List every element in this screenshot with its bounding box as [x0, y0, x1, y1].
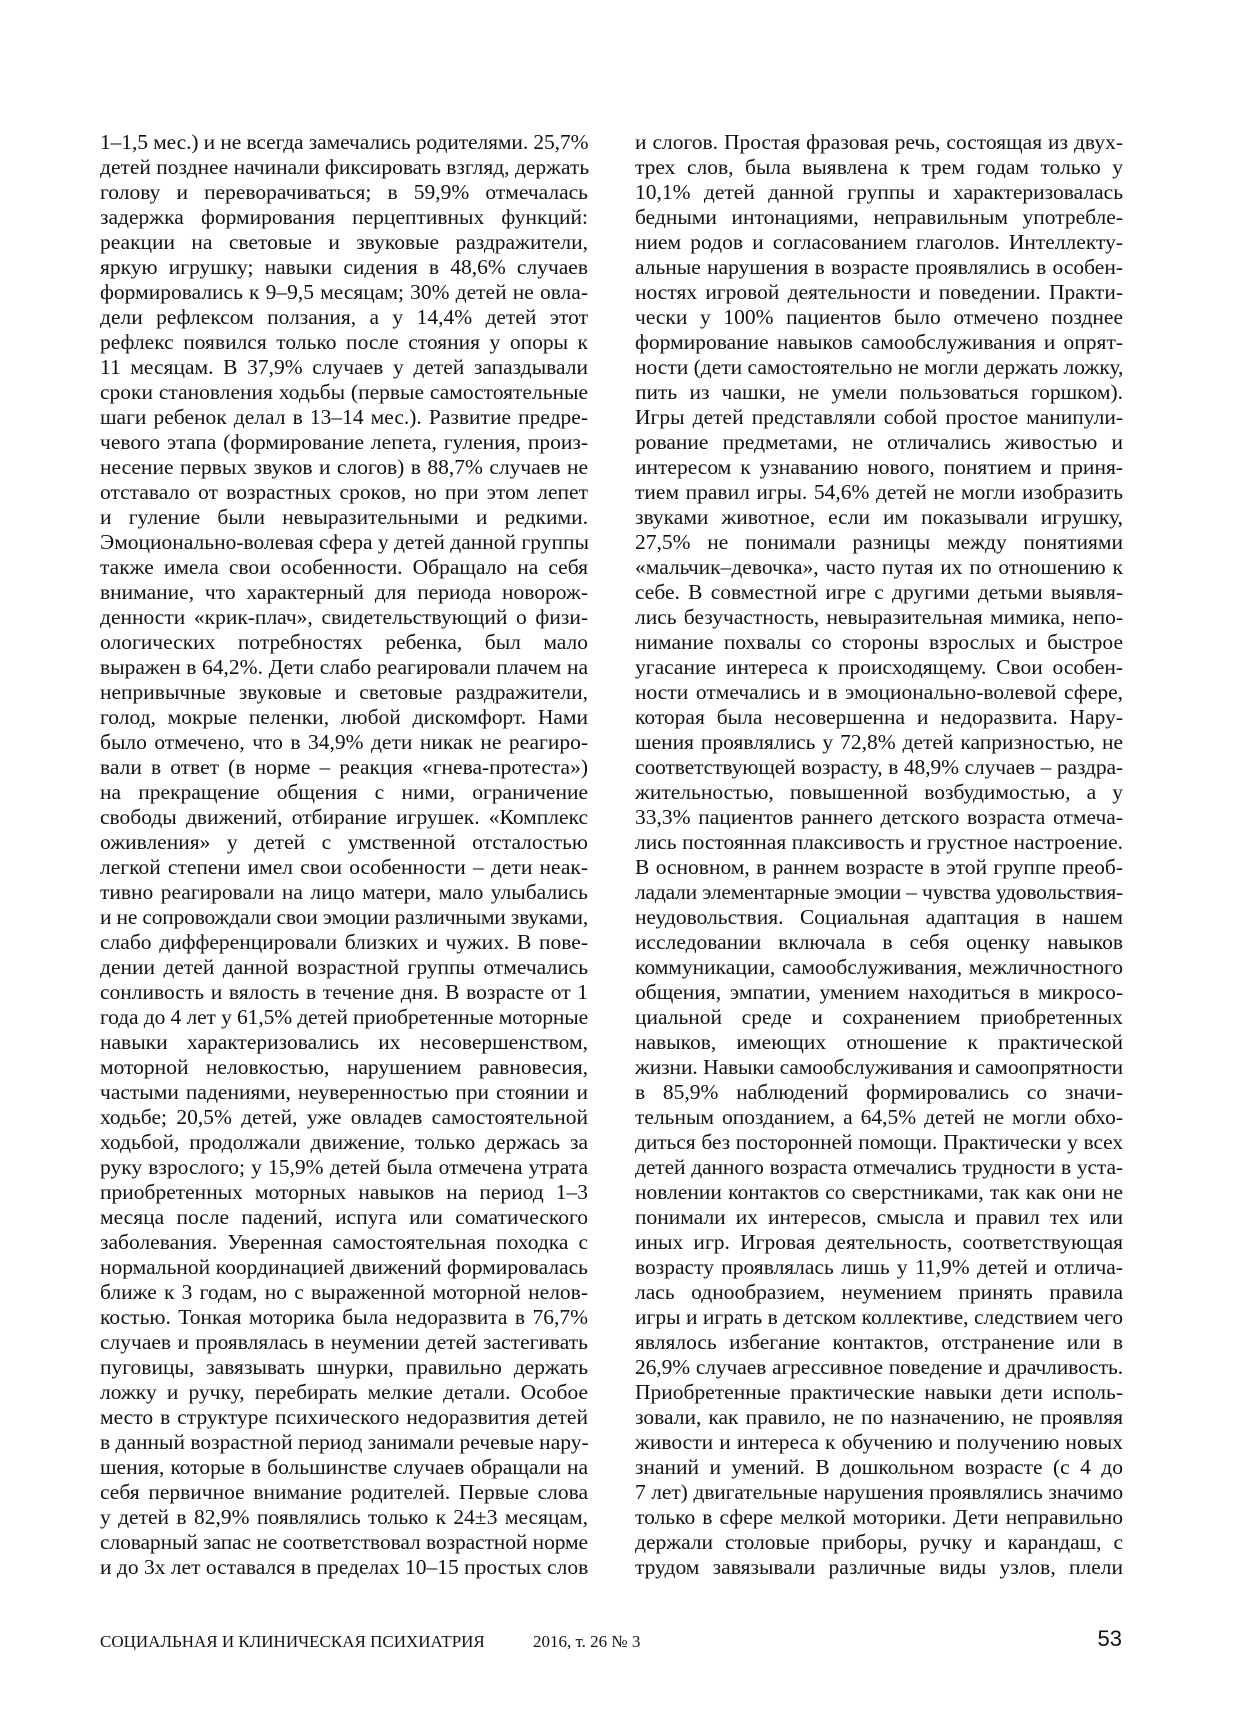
text-line: 26,9% случаев агрессивное поведение и драчливость. — [635, 1355, 1123, 1379]
page-number: 53 — [1097, 1626, 1122, 1651]
text-line: трудом завязывали различные виды узлов, плели — [635, 1555, 1123, 1579]
text-line: выражен в 64,2%. Дети слабо реагировали плачем на — [100, 655, 588, 679]
text-line: место в структуре психического недоразвития детей — [100, 1405, 588, 1429]
text-line: ности отмечались и в эмоционально-волевой сфере, — [635, 680, 1123, 704]
text-line: чевого этапа (формирование лепета, гуления, произ- — [100, 430, 588, 454]
text-line: года до 4 лет у 61,5% детей приобретенные моторные — [100, 1005, 589, 1029]
text-line: слабо дифференцировали близких и чужих. В пове- — [100, 930, 588, 954]
text-line: неудовольствия. Социальная адаптация в нашем — [635, 905, 1123, 929]
text-line: частыми падениями, неуверенностью при стоянии и — [100, 1080, 588, 1104]
text-line: и не сопровождали свои эмоции различными звуками, — [100, 905, 588, 929]
text-line: шения проявлялись у 72,8% детей капризностью, не — [635, 730, 1123, 754]
text-line: себе. В совместной игре с другими детьми выявля- — [635, 580, 1123, 604]
text-line: являлось избегание контактов, отстранение или в — [635, 1330, 1123, 1354]
text-line: шаги ребенок делал в 13–14 мес.). Развитие предре- — [100, 405, 588, 429]
text-line: себя первичное внимание родителей. Первые слова — [100, 1480, 588, 1504]
journal-title: СОЦИАЛЬНАЯ И КЛИНИЧЕСКАЯ ПСИХИАТРИЯ — [100, 1632, 485, 1651]
text-line: 10,1% детей данной группы и характеризовалась — [635, 180, 1123, 204]
text-line: трех слов, была выявлена к трем годам только у — [635, 155, 1123, 179]
text-line: бедными интонациями, неправильным употребле- — [635, 205, 1123, 229]
text-line: рование предметами, не отличались живостью и — [635, 430, 1123, 454]
text-line: держали столовые приборы, ручку и карандаш, с — [635, 1530, 1123, 1554]
text-line: лась однообразием, неумением принять правила — [635, 1280, 1123, 1304]
text-line: тельным опозданием, а 64,5% детей не могли обхо- — [635, 1105, 1123, 1129]
text-line: денности «крик-плач», свидетельствующий о физи- — [100, 605, 588, 629]
text-line: детей данного возраста отмечались трудности в уста- — [635, 1155, 1123, 1179]
text-line: пуговицы, завязывать шнурки, правильно держать — [100, 1355, 588, 1379]
text-line: также имела свои особенности. Обращало на себя — [100, 555, 588, 579]
text-line: иных игр. Игровая деятельность, соответствующая — [635, 1230, 1123, 1254]
text-line: 27,5% не понимали разницы между понятиями — [635, 530, 1123, 554]
text-line: В основном, в раннем возрасте в этой группе преоб- — [635, 855, 1123, 879]
text-line: коммуникации, самообслуживания, межличностного — [635, 955, 1123, 979]
text-line: Приобретенные практические навыки дети исполь- — [635, 1380, 1123, 1404]
text-column-left — [100, 130, 588, 1580]
text-line: дели рефлексом ползания, а у 14,4% детей этот — [100, 305, 588, 329]
text-line: реакции на световые и звуковые раздражители, — [100, 230, 588, 254]
text-line: непривычные звуковые и световые раздражители, — [100, 680, 588, 704]
text-line: месяца после падений, испуга или соматического — [100, 1205, 588, 1229]
text-line: знаний и умений. В дошкольном возрасте (с 4 до — [635, 1455, 1123, 1479]
text-line: пить из чашки, не умели пользоваться горшком). — [635, 380, 1123, 404]
text-line: сонливость и вялость в течение дня. В возрасте от 1 — [100, 980, 588, 1004]
text-line: 11 месяцам. В 37,9% случаев у детей запаздывали — [100, 355, 588, 379]
text-line: навыков, имеющих отношение к практической — [635, 1030, 1123, 1054]
text-line: соответствующей возрасту, в 48,9% случаев – раздра- — [635, 755, 1123, 779]
text-line: нимание похвалы со стороны взрослых и быстрое — [635, 630, 1123, 654]
text-line: голову и переворачиваться; в 59,9% отмечалась — [100, 180, 588, 204]
text-line: шения, которые в большинстве случаев обращали на — [100, 1455, 588, 1479]
text-line: Эмоционально-волевая сфера у детей данной группы — [100, 530, 589, 554]
text-line: 33,3% пациентов раннего детского возраста отмеча- — [635, 805, 1123, 829]
text-line: в 85,9% наблюдений формировались со значи- — [635, 1080, 1123, 1104]
text-line: костью. Тонкая моторика была недоразвита в 76,7% — [100, 1305, 588, 1329]
journal-issue: 2016, т. 26 № 3 — [533, 1632, 641, 1651]
text-line: в данный возрастной период занимали речевые нару- — [100, 1430, 589, 1454]
text-line: зовали, как правило, не по назначению, не проявляя — [635, 1405, 1123, 1429]
text-line: формирование навыков самообслуживания и опрят- — [635, 330, 1123, 354]
text-line: нием родов и согласованием глаголов. Интеллекту- — [635, 230, 1123, 254]
text-line: ходьбе; 20,5% детей, уже овладев самостоятельной — [100, 1105, 588, 1129]
text-line: сроки становления ходьбы (первые самостоятельные — [100, 380, 588, 404]
text-line: было отмечено, что в 34,9% дети никак не реагиро- — [100, 730, 588, 754]
text-line: лись постоянная плаксивость и грустное настроение. — [635, 830, 1123, 854]
text-line: ностях игровой деятельности и поведении. Практи- — [635, 280, 1123, 304]
text-line: и до 3х лет оставался в пределах 10–15 простых слов — [100, 1555, 589, 1579]
text-line: которая была несовершенна и недоразвита. Нару- — [635, 705, 1123, 729]
text-line: голод, мокрые пеленки, любой дискомфорт. Нами — [100, 705, 588, 729]
text-line: отставало от возрастных сроков, но при этом лепет — [100, 480, 588, 504]
text-line: приобретенных моторных навыков на период 1–3 — [100, 1180, 588, 1204]
text-line: возрасту проявлялась лишь у 11,9% детей и отлича- — [635, 1255, 1123, 1279]
text-line: дении детей данной возрастной группы отмечались — [100, 955, 588, 979]
text-line: формировались к 9–9,5 месяцам; 30% детей не овла- — [100, 280, 588, 304]
text-line: тивно реагировали на лицо матери, мало улыбались — [100, 880, 588, 904]
text-line: рефлекс появился только после стояния у опоры к — [100, 330, 588, 354]
text-line: и гуление были невыразительными и редкими. — [100, 505, 588, 529]
text-line: живости и интереса к обучению и получению новых — [635, 1430, 1123, 1454]
text-line: и слогов. Простая фразовая речь, состоящая из двух- — [635, 130, 1123, 154]
text-line: ологических потребностях ребенка, был мало — [100, 630, 588, 654]
text-line: у детей в 82,9% появлялись только к 24±3 месяцам, — [100, 1505, 588, 1529]
text-line: 7 лет) двигательные нарушения проявлялись значимо — [635, 1480, 1123, 1504]
text-line: легкой степени имел свои особенности – дети неак- — [100, 855, 588, 879]
text-line: детей позднее начинали фиксировать взгляд, держать — [100, 155, 590, 179]
text-line: ладали элементарные эмоции – чувства удовольствия- — [635, 880, 1123, 904]
text-line: руку взрослого; у 15,9% детей была отмечена утрата — [100, 1155, 588, 1179]
text-line: ности (дети самостоятельно не могли держать ложку, — [635, 355, 1124, 379]
text-line: вали в ответ (в норме – реакция «гнева-протеста») — [100, 755, 588, 779]
text-line: общения, эмпатии, умением находиться в микросо- — [635, 980, 1123, 1004]
text-line: яркую игрушку; навыки сидения в 48,6% случаев — [100, 255, 588, 279]
text-column-right — [635, 130, 1123, 1580]
text-line: чески у 100% пациентов было отмечено позднее — [635, 305, 1123, 329]
text-line: угасание интереса к происходящему. Свои особен- — [635, 655, 1123, 679]
text-line: несение первых звуков и слогов) в 88,7% случаев не — [100, 455, 588, 479]
text-line: игры и играть в детском коллективе, следствием чего — [635, 1305, 1123, 1329]
text-line: ложку и ручку, перебирать мелкие детали. Особое — [100, 1380, 588, 1404]
text-line: тием правил игры. 54,6% детей не могли изобразить — [635, 480, 1123, 504]
text-line: Игры детей представляли собой простое манипули- — [635, 405, 1123, 429]
text-line: жительностью, повышенной возбудимостью, а у — [635, 780, 1123, 804]
text-line: 1–1,5 мес.) и не всегда замечались родителями. 25,7% — [100, 130, 589, 154]
text-line: понимали их интересов, смысла и правил тех или — [635, 1205, 1123, 1229]
text-line: заболевания. Уверенная самостоятельная походка с — [100, 1230, 588, 1254]
text-line: звуками животное, если им показывали игрушку, — [635, 505, 1123, 529]
text-line: жизни. Навыки самообслуживания и самоопрятности — [635, 1055, 1123, 1079]
text-line: диться без посторонней помощи. Практически у всех — [635, 1130, 1123, 1154]
text-line: случаев и проявлялась в неумении детей застегивать — [100, 1330, 588, 1354]
text-line: ходьбой, продолжали движение, только держась за — [100, 1130, 588, 1154]
text-line: интересом к узнаванию нового, понятием и приня- — [635, 455, 1123, 479]
text-line: словарный запас не соответствовал возрастной норме — [100, 1530, 588, 1554]
text-line: свободы движений, отбирание игрушек. «Комплекс — [100, 805, 588, 829]
text-line: «мальчик–девочка», часто путая их по отношению к — [635, 555, 1123, 579]
text-line: альные нарушения в возрасте проявлялись в особен- — [635, 255, 1123, 279]
text-line: внимание, что характерный для периода новорож- — [100, 580, 588, 604]
text-line: лись безучастность, невыразительная мимика, непо- — [635, 605, 1123, 629]
text-line: только в сфере мелкой моторики. Дети неправильно — [635, 1505, 1123, 1529]
text-line: циальной среде и сохранением приобретенных — [635, 1005, 1123, 1029]
text-line: ближе к 3 годам, но с выраженной моторной нелов- — [100, 1280, 588, 1304]
text-line: навыки характеризовались их несовершенством, — [100, 1030, 588, 1054]
text-line: моторной неловкостью, нарушением равновесия, — [100, 1055, 588, 1079]
text-line: исследовании включала в себя оценку навыков — [635, 930, 1123, 954]
text-line: оживления» у детей с умственной отсталостью — [100, 830, 588, 854]
text-line: нормальной координацией движений формировалась — [100, 1255, 588, 1279]
text-line: задержка формирования перцептивных функций: — [100, 205, 588, 229]
text-line: на прекращение общения с ними, ограничение — [100, 780, 588, 804]
text-line: новлении контактов со сверстниками, так как они не — [635, 1180, 1123, 1204]
